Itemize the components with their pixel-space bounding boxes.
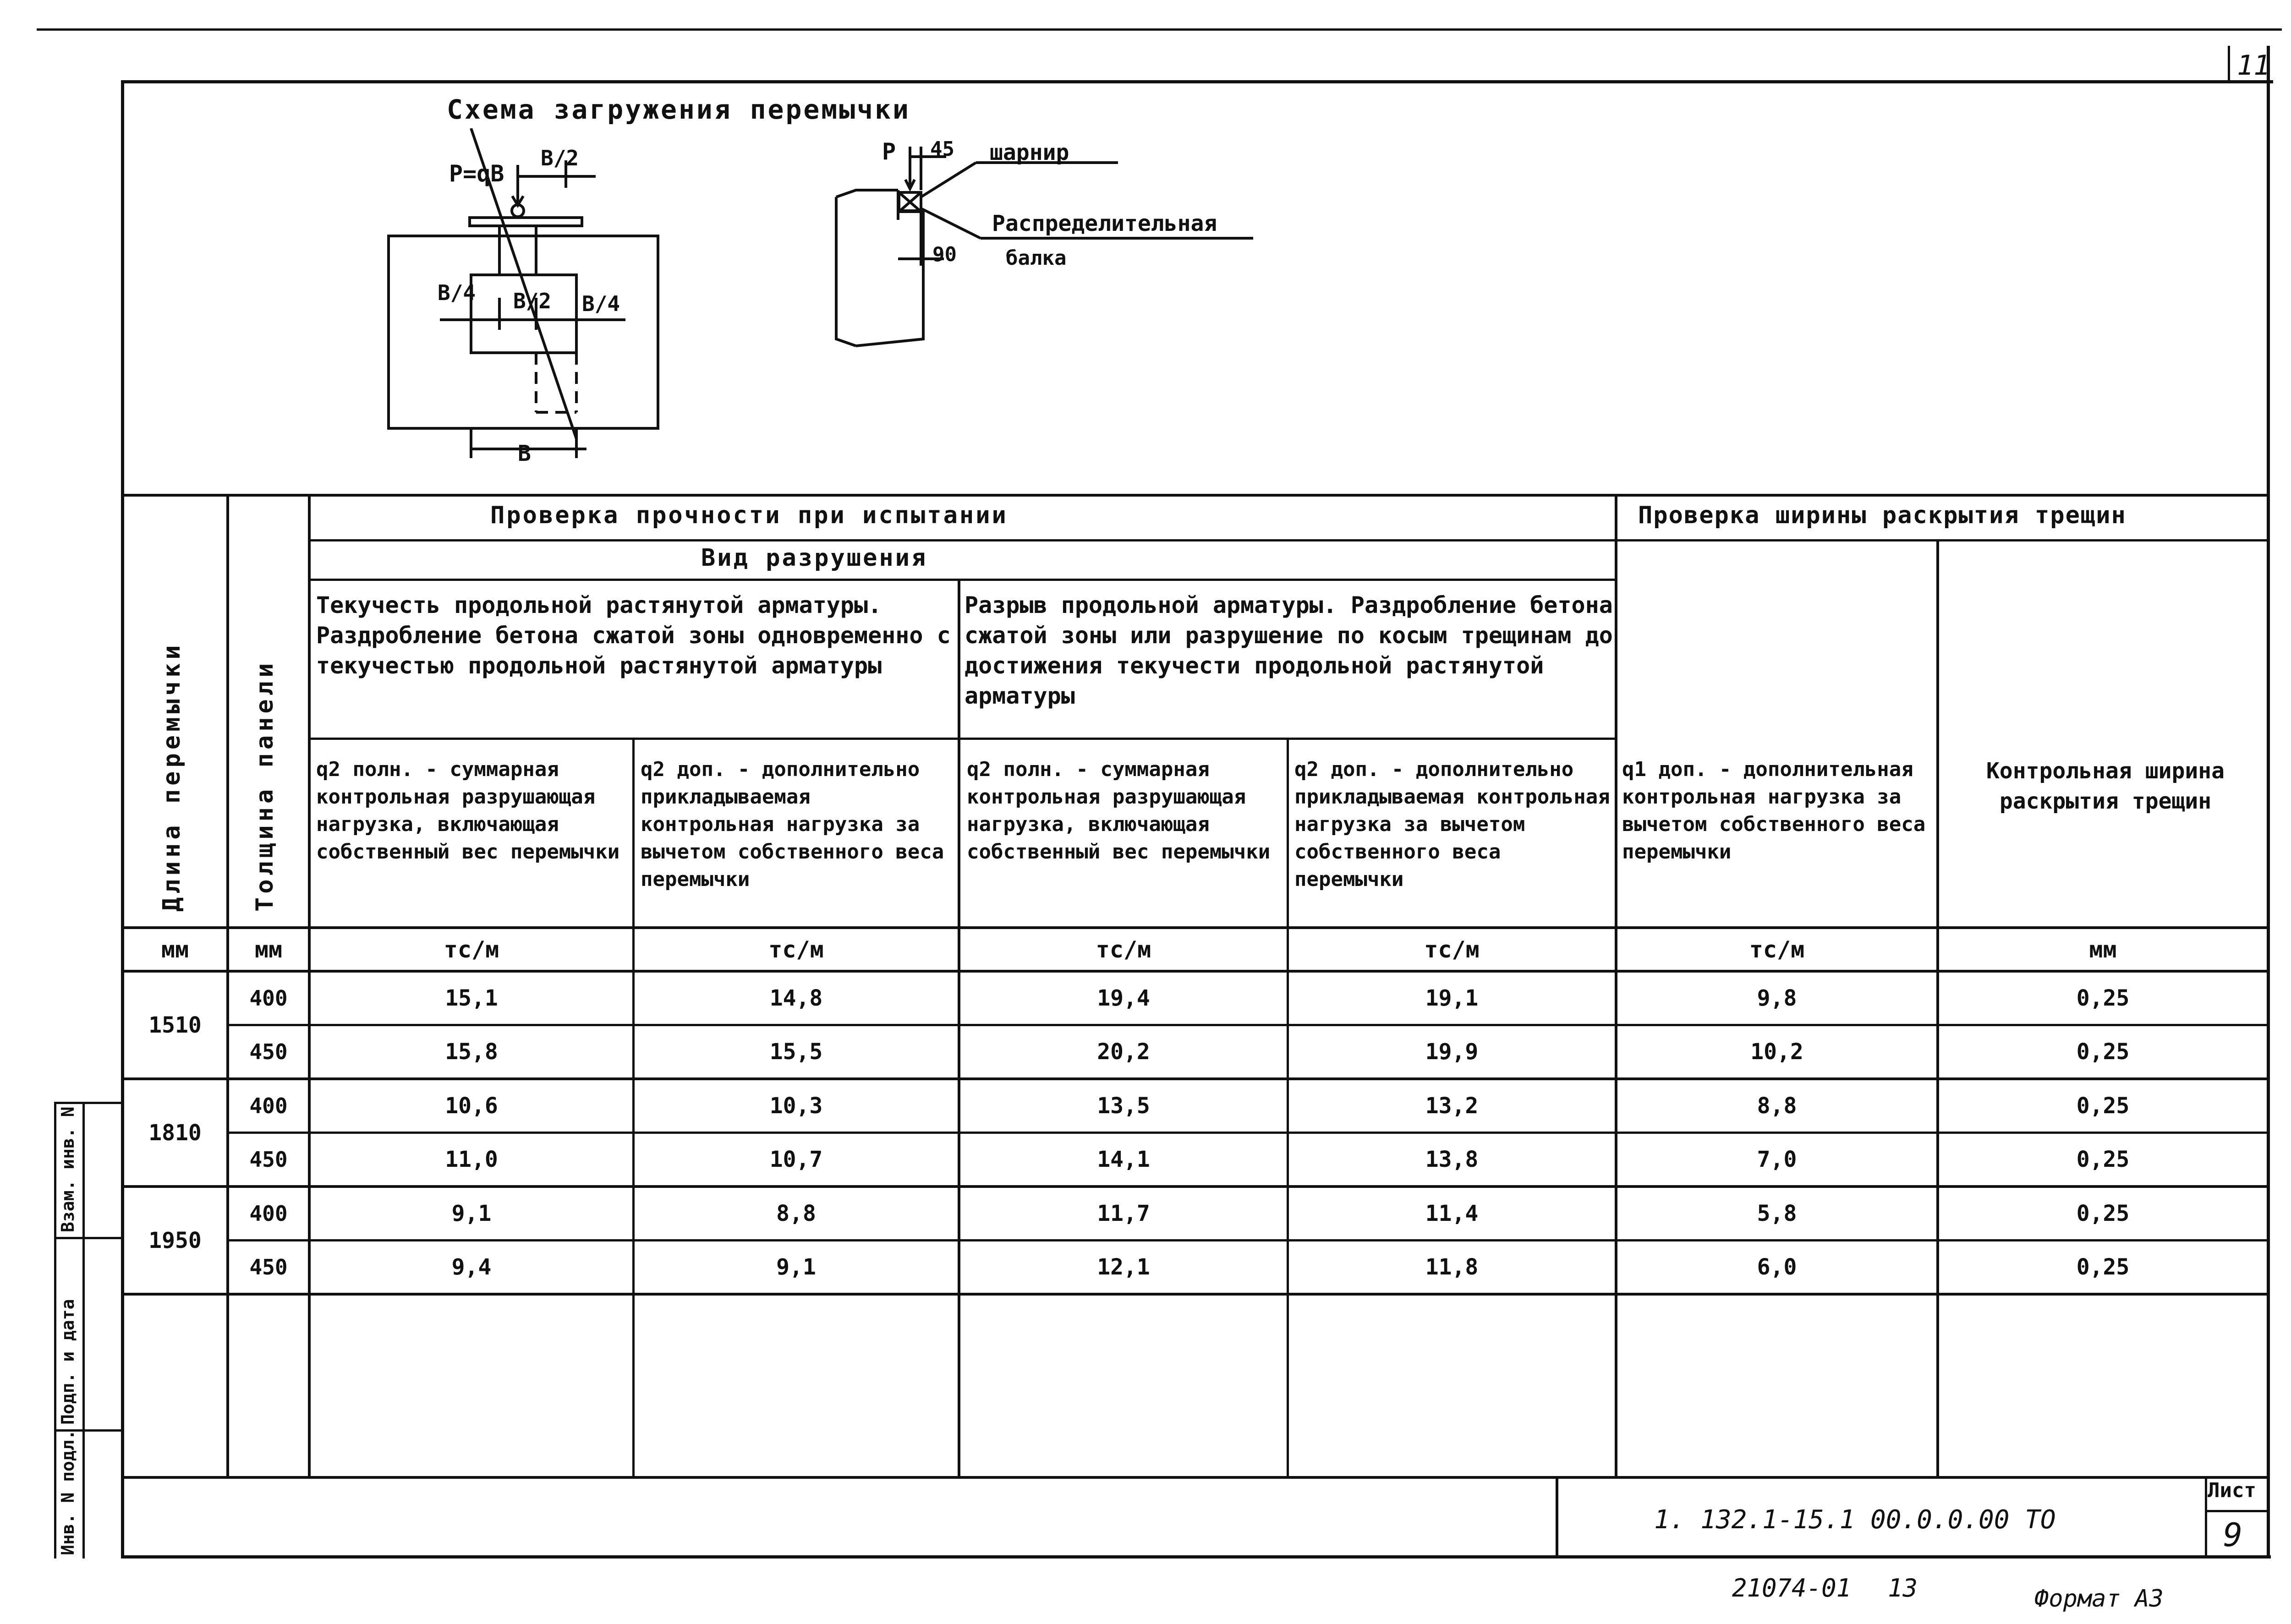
archive-number: 21074-01 (1732, 1574, 1852, 1602)
unit-a1: тс/м (444, 936, 499, 963)
table-cell: 9,4 (451, 1254, 492, 1280)
col-thickness-header: Толщина панели (251, 659, 279, 912)
beam-label-2: балка (1006, 246, 1067, 270)
format-label: Формат А3 (2034, 1585, 2164, 1613)
table-cell: 13,2 (1425, 1093, 1479, 1119)
subheader-c1: q1 доп. - дополнительная контрольная нагрузка за вычетом собственного веса перемычки (1622, 758, 1926, 864)
stamp-podp-data: Подп. и дата (58, 1299, 78, 1425)
table-cell: 0,25 (2076, 1039, 2130, 1065)
formula-p: P=qB (449, 160, 504, 187)
hline-under-strength (308, 539, 2269, 541)
group-length-1950: 1950 (148, 1227, 202, 1253)
subheader-a1: q2 полн. - суммарная контрольная разрушающая нагрузка, включающая собственный вес перемычки (316, 758, 620, 864)
subheader-b1: q2 полн. - суммарная контрольная разрушающая нагрузка, включающая собственный вес перемычки (967, 758, 1271, 864)
table-cell: 9,1 (451, 1201, 492, 1226)
table-cell: 10,3 (769, 1093, 823, 1119)
table-cell: 19,4 (1097, 985, 1150, 1011)
top-trim-line (37, 28, 2282, 31)
failure-b-text: Разрыв продольной арматуры. Раздробление бетона сжатой зоны или разрушение по косым трещинам до достижения текучести продольной растянутой арматуры (965, 592, 1613, 709)
table-cell: 11,8 (1425, 1254, 1479, 1280)
table-row-thickness: 450 (249, 1039, 288, 1064)
unit-c2: мм (2089, 936, 2117, 963)
col-length-header: Длина перемычки (158, 641, 186, 912)
hinge-label: шарнир (990, 140, 1069, 165)
hline-titleblock-top (123, 1476, 2269, 1479)
table-cell: 0,25 (2076, 985, 2130, 1011)
dim-b-bottom: B (518, 441, 531, 466)
table-cell: 11,4 (1425, 1201, 1479, 1226)
table-cell: 9,1 (776, 1254, 816, 1280)
table-cell: 6,0 (1757, 1254, 1797, 1280)
group-length-1510: 1510 (148, 1012, 202, 1038)
table-cell: 9,8 (1757, 985, 1797, 1011)
table-cell: 0,25 (2076, 1093, 2130, 1119)
table-cell: 20,2 (1097, 1039, 1150, 1065)
table-cell: 13,8 (1425, 1147, 1479, 1172)
table-cell: 7,0 (1757, 1147, 1797, 1172)
page-box-left (2228, 46, 2230, 83)
hline-under-failure-type (308, 579, 1617, 581)
table-cell: 8,8 (776, 1201, 816, 1226)
table-cell: 12,1 (1097, 1254, 1150, 1280)
group-length-1810: 1810 (148, 1120, 202, 1146)
dim-b-half-mid: B/2 (513, 289, 552, 313)
titleblock-vline (1556, 1476, 1558, 1558)
hline-under-failure-desc (308, 738, 1617, 740)
sheet-label: Лист (2208, 1479, 2256, 1502)
table-cell: 10,7 (769, 1147, 823, 1172)
table-cell: 19,9 (1425, 1039, 1479, 1065)
table-top-line (123, 494, 2269, 497)
frame-bottom (123, 1555, 2271, 1558)
unit-thickness: мм (254, 936, 283, 963)
doc-code: 1. 132.1-15.1 00.0.0.00 ТО (1654, 1505, 2056, 1535)
frame-left (121, 80, 124, 1558)
scheme-title: Схема загружения перемычки (447, 94, 910, 125)
table-cell: 14,8 (769, 985, 823, 1011)
table-cell: 10,6 (445, 1093, 498, 1119)
table-cell: 5,8 (1757, 1201, 1797, 1226)
stamp-top (54, 1102, 123, 1104)
table-cell: 19,1 (1425, 985, 1479, 1011)
frame-right (2267, 46, 2270, 1558)
table-cell: 15,5 (769, 1039, 823, 1065)
p-label: P (882, 138, 896, 165)
table-cell: 0,25 (2076, 1201, 2130, 1226)
stamp-sep-1 (54, 1237, 123, 1239)
page-number-top: 11 (2237, 49, 2270, 82)
failure-a-text: Текучесть продольной растянутой арматуры. Раздробление бетона сжатой зоны одновременно с текучестью продольной растянутой арматуры (316, 592, 951, 679)
table-cell: 0,25 (2076, 1254, 2130, 1280)
unit-c1: тс/м (1749, 936, 1805, 963)
table-cell: 0,25 (2076, 1147, 2130, 1172)
sheet-box-left (2205, 1476, 2207, 1558)
table-cell: 13,5 (1097, 1093, 1150, 1119)
dim-b-quarter-left: B/4 (438, 280, 476, 305)
unit-a2: тс/м (768, 936, 824, 963)
table-row-thickness: 400 (249, 1201, 288, 1226)
table-row-thickness: 450 (249, 1147, 288, 1172)
subheader-b2: q2 доп. - дополнительно прикладываемая контрольная нагрузка за вычетом собственного веса перемычки (1294, 758, 1610, 891)
hline-table-end (123, 1293, 2269, 1296)
table-cell: 11,0 (445, 1147, 498, 1172)
beam-label-1: Распределительная (992, 211, 1217, 236)
header-failure-type: Вид разрушения (701, 544, 928, 572)
dim-b-half-top: B/2 (541, 146, 579, 170)
unit-b1: тс/м (1096, 936, 1151, 963)
table-row-thickness: 400 (249, 1094, 288, 1118)
unit-length: мм (161, 936, 189, 963)
table-cell: 14,1 (1097, 1147, 1150, 1172)
header-crack: Проверка ширины раскрытия трещин (1638, 502, 2127, 529)
page-ref: 13 (1888, 1574, 1918, 1602)
stamp-vzam-inv: Взам. инв. N (58, 1106, 78, 1232)
sheet-number: 9 (2223, 1516, 2243, 1554)
table-cell: 8,8 (1757, 1093, 1797, 1119)
stamp-outer-left (54, 1102, 56, 1558)
unit-b2: тс/м (1424, 936, 1480, 963)
stamp-inner-left (82, 1102, 85, 1558)
dim-45: 45 (930, 137, 954, 161)
table-cell: 15,8 (445, 1039, 498, 1065)
table-cell: 11,7 (1097, 1201, 1150, 1226)
table-row-thickness: 400 (249, 986, 288, 1011)
subheader-a2: q2 доп. - дополнительно прикладываемая контрольная нагрузка за вычетом собственного веса перемычки (641, 758, 944, 891)
table-row-thickness: 450 (249, 1255, 288, 1280)
table-cell: 15,1 (445, 985, 498, 1011)
frame-top (123, 80, 2273, 83)
subheader-c2: Контрольная ширина раскрытия трещин (1986, 758, 2225, 814)
dim-90: 90 (932, 243, 957, 266)
table-cell: 10,2 (1750, 1039, 1803, 1065)
sheet-box-mid (2205, 1510, 2269, 1512)
header-strength: Проверка прочности при испытании (490, 502, 1008, 529)
dim-b-quarter-right: B/4 (582, 291, 620, 316)
stamp-inv-podl: Инв. N подл. (58, 1429, 78, 1555)
